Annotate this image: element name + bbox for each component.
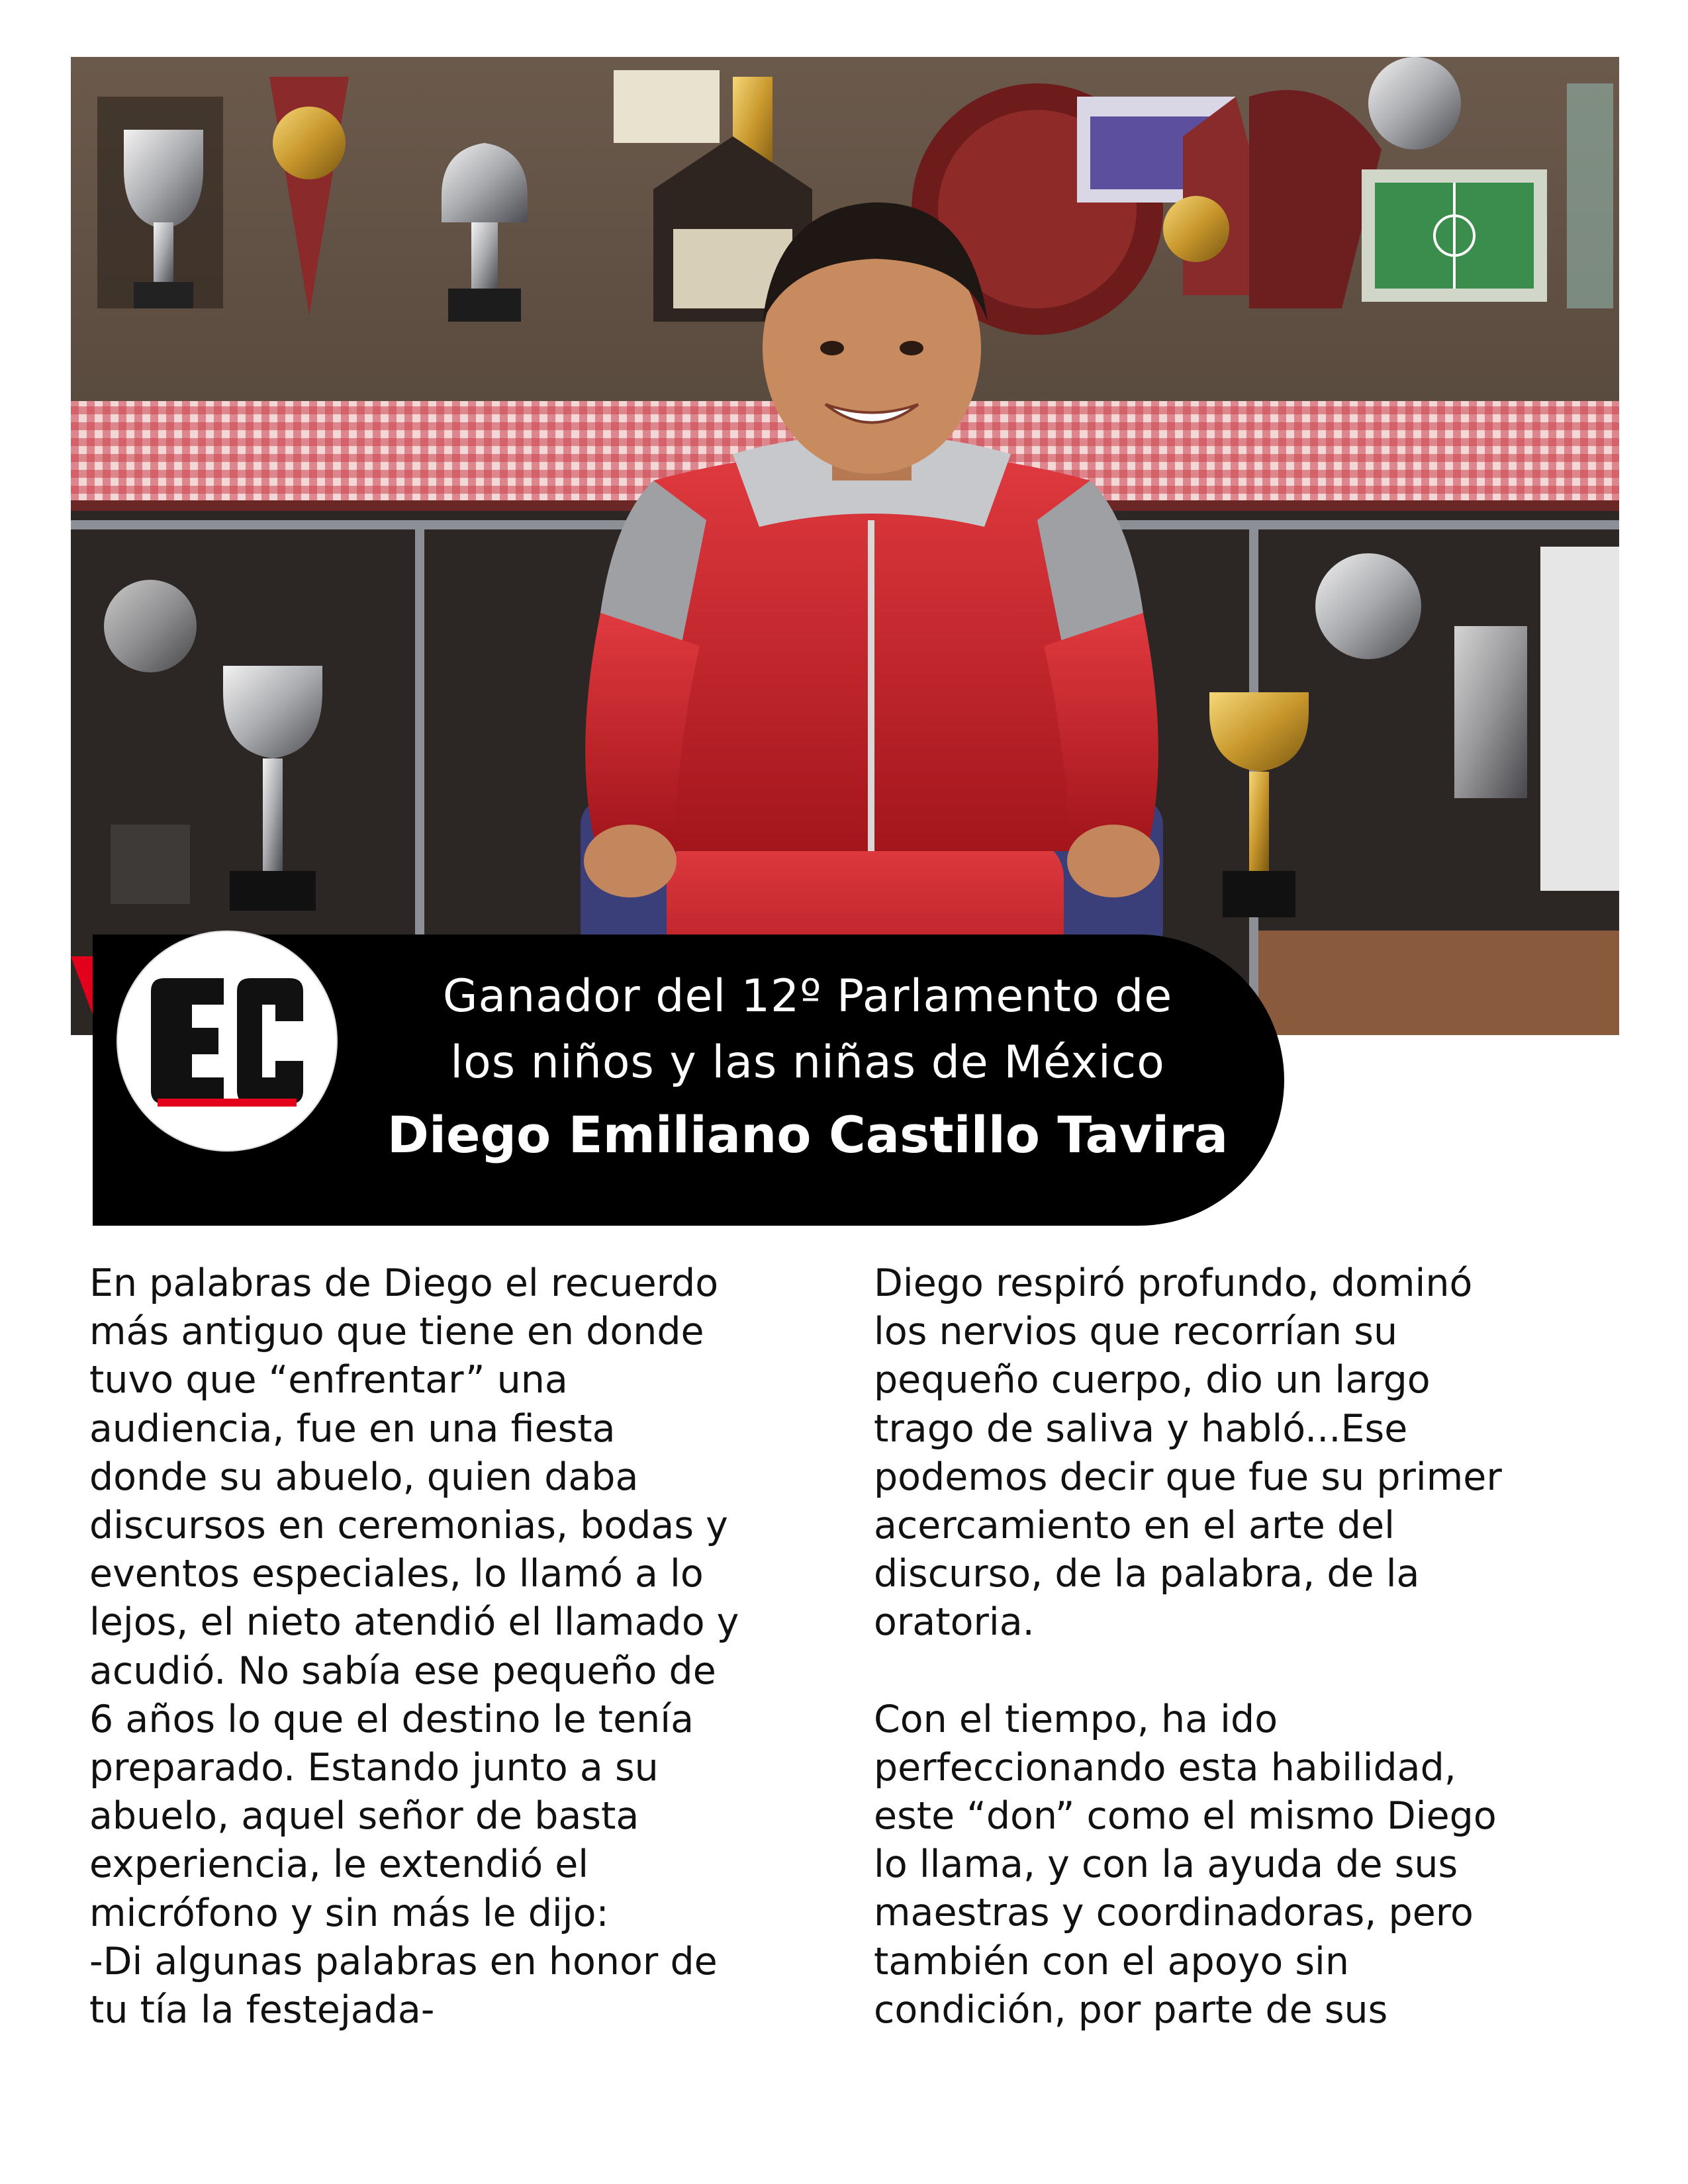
winner-name: Diego Emiliano Castillo Tavira [387,1105,1229,1164]
banner-line-1: Ganador del 12º Parlamento de [442,970,1173,1023]
ec-logo-icon [118,932,336,1150]
article-paragraph-1: En palabras de Diego el recuerdo más antiguo que tiene en donde tuvo que “enfrentar” una audiencia, fue en una fiesta donde su abuelo, quien daba discursos en ceremonias, bodas y eventos especiales, lo llamó a lo lejos, el nieto atendió el llamado y acudió. No sabía ese pequeño de 6 años lo que el destino le tenía preparado. Estando junto a su abuelo, aquel señor de basta experiencia, le extendió el micrófono y sin más le dijo: -Di algunas palabras en honor de tu tía la festejada- [89,1261,739,2032]
photo-illustration [71,57,1619,1035]
article-right-column [874,1259,1615,2034]
article-paragraph-3: Con el tiempo, ha ido perfeccionando esta habilidad, este “don” como el mismo Diego lo llama, y con la ayuda de sus maestras y coordinadoras, pero también con el apoyo sin condición, por parte de sus [874,1697,1497,2032]
banner-line-2: los niños y las niñas de México [450,1036,1165,1089]
banner-text [311,964,1304,1174]
article-paragraph-2: Diego respiró profundo, dominó los nervios que recorrían su pequeño cuerpo, dio un largo trago de saliva y habló...Ese podemos decir que fue su primer acercamiento en el arte del discurso, de la palabra, de la oratoria. [874,1261,1502,1645]
hero-photo [71,57,1619,1035]
article-left-column [89,1259,831,2034]
ec-logo [118,932,336,1150]
